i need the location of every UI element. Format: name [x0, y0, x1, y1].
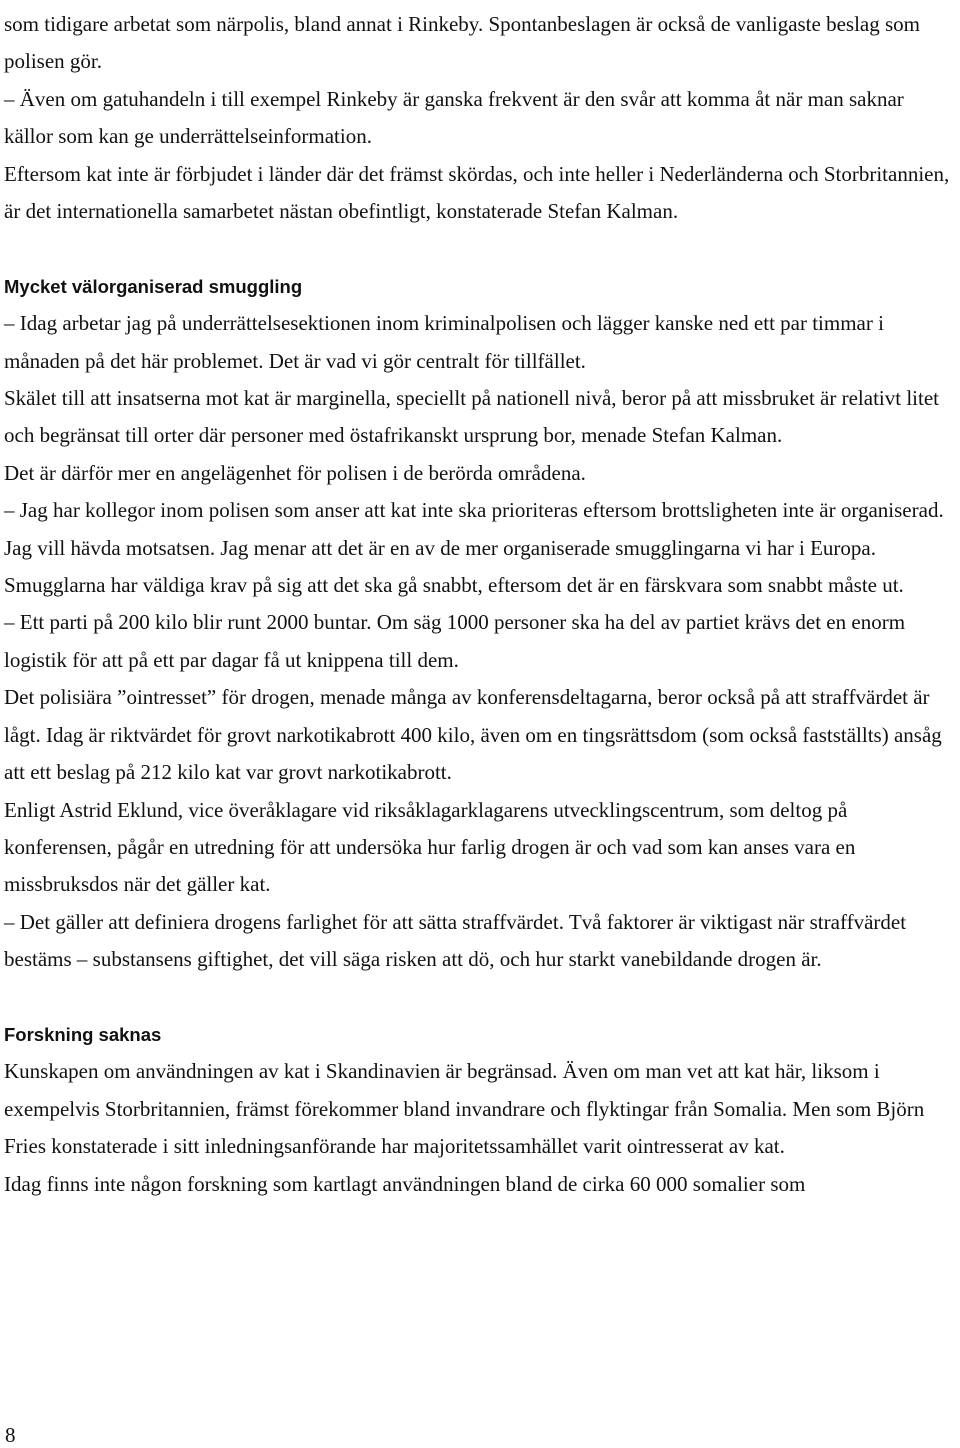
- paragraph: – Jag har kollegor inom polisen som anser att kat inte ska prioriteras eftersom brottsligheten inte är organiserad. Jag vill hävda motsatsen. Jag menar att det är en av de mer organiserade smugglingarna vi har i Europa. Smugglarna har väldiga krav på sig att det ska gå snabbt, eftersom det är en färskvara som snabbt måste ut.: [4, 498, 944, 598]
- paragraph: Skälet till att insatserna mot kat är marginella, speciellt på nationell nivå, beror på att missbruket är relativt litet och begränsat till orter där personer med östafrikanskt ursprung bor, menade Stefan Kalman.: [4, 386, 939, 448]
- page-number: 8: [5, 1423, 16, 1447]
- paragraph: – Även om gatuhandeln i till exempel Rinkeby är ganska frekvent är den svår att komma åt när man saknar källor som kan ge underrättelseinformation.: [4, 86, 904, 149]
- paragraph: – Idag arbetar jag på underrättelsesektionen inom kriminalpolisen och lägger kanske ned ett par timmar i månaden på det här problemet. Det är vad vi gör centralt för tillfället.: [4, 311, 884, 373]
- paragraph: – Det gäller att definiera drogens farlighet för att sätta straffvärdet. Två faktorer är viktigast när straffvärdet bestäms – substansens giftighet, det vill säga risken att dö, och hur starkt vanebildande drogen är.: [4, 909, 907, 972]
- paragraph: som tidigare arbetat som närpolis, bland annat i Rinkeby. Spontanbeslagen är också de vanligaste beslag som polisen gör.: [4, 12, 920, 74]
- section-spacer: [4, 230, 958, 267]
- document-page: [4, 6, 958, 1203]
- paragraph: – Ett parti på 200 kilo blir runt 2000 buntar. Om säg 1000 personer ska ha del av partiet krävs det en enorm logistik för att på ett par dagar få ut knippena till dem.: [4, 610, 906, 672]
- intro-section: [4, 6, 958, 230]
- smuggling-section: [4, 268, 958, 979]
- research-section: [4, 1016, 958, 1203]
- paragraph: Det är därför mer en angelägenhet för polisen i de berörda områdena.: [4, 460, 586, 485]
- paragraph: Enligt Astrid Eklund, vice överåklagare vid riksåklagarklagarens utvecklingscentrum, som deltog på konferensen, pågår en utredning för att undersöka hur farlig drogen är och vad som kan anses vara en missbruksdos när det gäller kat.: [4, 797, 856, 897]
- paragraph: Idag finns inte någon forskning som kartlagt användningen bland de cirka 60 000 somalier som: [4, 1171, 806, 1196]
- paragraph: Kunskapen om användningen av kat i Skandinavien är begränsad. Även om man vet att kat här, liksom i exempelvis Storbritannien, främst förekommer bland invandrare och flyktingar från Somalia. Men som Björn Fries konstaterade i sitt inledningsanförande har majoritetssamhället varit ointresserat av kat.: [4, 1059, 925, 1159]
- paragraph: Det polisiära ”ointresset” för drogen, menade många av konferensdeltagarna, beror också på att straffvärdet är lågt. Idag är riktvärdet för grovt narkotikabrott 400 kilo, även om en tingsrättsdom (som också fastställts) ansåg att ett beslag på 212 kilo kat var grovt narkotikabrott.: [4, 685, 942, 785]
- section-heading: Mycket välorganiserad smuggling: [4, 275, 303, 297]
- section-spacer: [4, 979, 958, 1016]
- section-heading: Forskning saknas: [4, 1023, 162, 1045]
- paragraph: Eftersom kat inte är förbjudet i länder där det främst skördas, och inte heller i Nederländerna och Storbritannien, är det internationella samarbetet nästan obefintligt, konstaterade Stefan Kalman.: [4, 161, 950, 224]
